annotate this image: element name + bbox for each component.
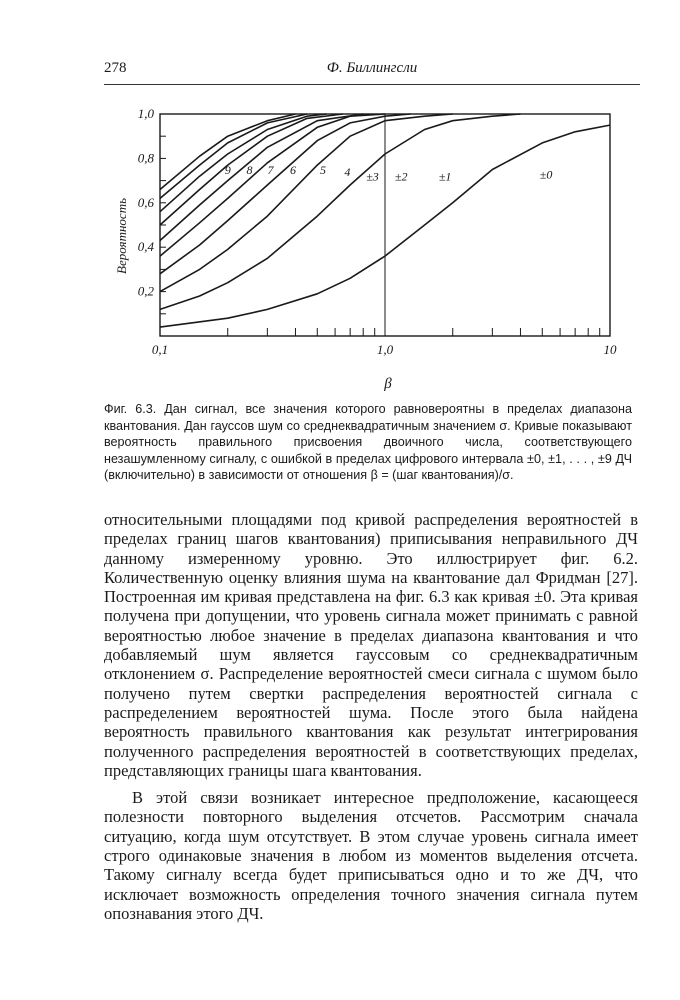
curve-pm1 <box>160 114 521 309</box>
page-number: 278 <box>104 60 127 76</box>
curve-label: 9 <box>224 162 231 177</box>
body-text <box>104 510 638 923</box>
x-tick-label: 0,1 <box>151 342 169 357</box>
curve-label: 6 <box>289 162 296 177</box>
curve-label: 8 <box>246 162 253 177</box>
curve-label: 4 <box>344 165 351 180</box>
curve-label: ±0 <box>539 167 553 182</box>
curve-8 <box>160 114 307 198</box>
page-header <box>104 60 640 84</box>
figure-caption: Фиг. 6.3. Дан сигнал, все значения которого равновероятны в пределах диапазона квантования. Дан гауссов шум со среднеквадратичным значением σ. Кривые показывают вероятность правильного присвоения двоичного числа, соответствующего незашумленному сигналу, с ошибкой в пределах цифрового интервала ±0, ±1, . . . , ±9 ДЧ (включительно) в зависимости от отношения β = (шаг квантования)/σ. <box>104 402 632 483</box>
probability-chart <box>100 96 640 396</box>
y-tick-label: 0,8 <box>137 150 154 166</box>
paragraph: относительными площадями под кривой распределения вероятностей в пределах границ шагов квантования) приписывания неправильного ДЧ данному измеренному уровню. Это иллюстрирует фиг. 6.2. Количественную оценку влияния шума на квантование дал Фридман [27]. Построенная им кривая представлена на фиг. 6.3 как кривая ±0. Эта кривая получена при допущении, что уровень сигнала может принимать с равной вероятностью любое значение в пределах диапазона квантования и что добавляемый шум является гауссовым со среднеквадратичным отклонением σ. Распределение вероятностей смеси сигнала с шумом было получено путем свертки распределения вероятностей сигнала с распределением вероятностей шума. После этого была найдена вероятность правильного квантования как результат интегрирования полученного распределения вероятностей в соответствующих пределах, представляющих границы шага квантования. <box>104 510 638 780</box>
curve-label: 5 <box>319 162 326 177</box>
y-tick-label: 1,0 <box>137 106 154 121</box>
curve-label: ±3 <box>366 169 379 184</box>
y-tick-label: 0,4 <box>137 239 154 255</box>
header-rule <box>104 84 640 85</box>
y-axis-label: Вероятность <box>114 198 129 274</box>
x-tick-label: 1,0 <box>376 342 394 357</box>
curve-pm2 <box>160 114 453 292</box>
running-head: Ф. Биллингсли <box>326 60 418 76</box>
y-tick-label: 0,6 <box>137 194 154 210</box>
curve-label: ±1 <box>438 169 452 184</box>
chart-axes <box>160 114 610 336</box>
x-axis-label: β <box>384 376 392 392</box>
chart-labels <box>138 106 617 357</box>
x-tick-label: 10 <box>603 342 617 357</box>
curve-label: ±2 <box>394 169 408 184</box>
paragraph: В этой связи возникает интересное предположение, касающееся полезности повторного выделения отсчетов. Рассмотрим сначала ситуацию, когда шум отсутствует. В этом случае уровень сигнала имеет строго одинаковые значения в любом из моментов выделения отсчета. Такому сигналу всегда будет приписываться одно и то же ДЧ, что исключает возможность определения точного значения сигнала путем опознавания этого ДЧ. <box>104 788 638 923</box>
curve-label: 7 <box>267 162 274 177</box>
y-tick-label: 0,2 <box>137 283 154 299</box>
